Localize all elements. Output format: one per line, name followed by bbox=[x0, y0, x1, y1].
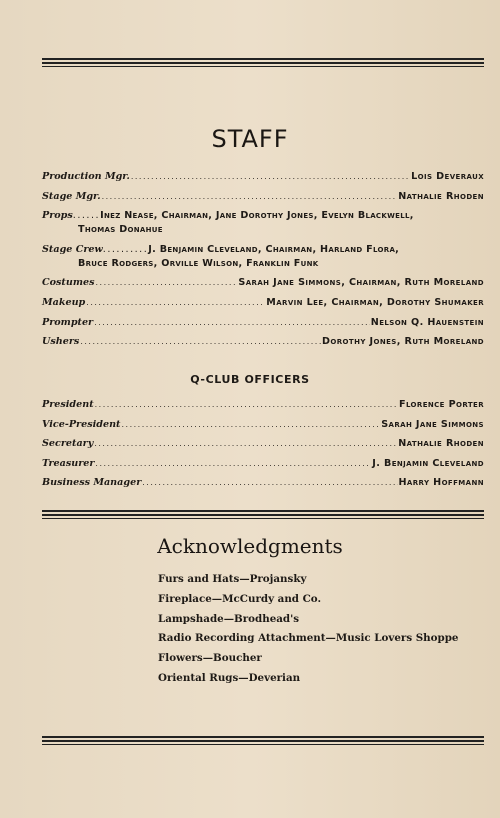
acknowledgment-item: Flowers—Boucher bbox=[158, 652, 262, 665]
dot-leader bbox=[94, 437, 397, 451]
acknowledgment-item: Radio Recording Attachment—Music Lovers Shoppe bbox=[158, 632, 459, 645]
person-names-continued: Thomas Donahue bbox=[78, 224, 163, 236]
role-label: Business Manager bbox=[42, 477, 142, 489]
dot-leader bbox=[86, 296, 265, 310]
officer-row-president bbox=[42, 398, 484, 412]
role-label: Treasurer bbox=[42, 457, 95, 469]
acknowledgment-item: Furs and Hats—Projansky bbox=[158, 573, 307, 585]
top-triple-rule bbox=[42, 58, 484, 67]
dot-leader bbox=[96, 276, 238, 290]
role-label: Production Mgr. bbox=[42, 171, 130, 182]
person-names: J. Benjamin Cleveland, Chairman, Harland Flora, bbox=[148, 243, 400, 255]
person-name: Nelson Q. Hauenstein bbox=[370, 316, 484, 328]
person-name: Dorothy Jones, Ruth Moreland bbox=[322, 336, 484, 348]
role-label: Props bbox=[42, 210, 73, 222]
dot-leader: ...... bbox=[72, 210, 101, 222]
dot-leader bbox=[95, 398, 398, 412]
role-label: Stage Crew bbox=[42, 243, 103, 255]
officer-row-business-manager bbox=[42, 476, 484, 490]
staff-row-production-manager bbox=[42, 170, 484, 184]
staff-row-makeup bbox=[42, 296, 484, 310]
dot-leader: .......... bbox=[102, 243, 149, 255]
staff-row-props bbox=[42, 209, 484, 237]
dot-leader bbox=[80, 335, 321, 349]
role-label: Costumes bbox=[42, 277, 95, 289]
acknowledgments-heading: Acknowledgments bbox=[157, 534, 343, 558]
dot-leader bbox=[94, 316, 370, 330]
staff-heading: STAFF bbox=[211, 125, 289, 153]
role-label: President bbox=[42, 399, 94, 410]
person-name: Lois Deveraux bbox=[411, 171, 484, 182]
staff-row-costumes bbox=[42, 276, 484, 290]
person-name: Florence Porter bbox=[398, 399, 484, 410]
person-name: Sarah Jane Simmons bbox=[381, 418, 484, 430]
staff-row-ushers bbox=[42, 335, 484, 349]
role-label: Vice-President bbox=[42, 418, 121, 430]
dot-leader bbox=[131, 170, 410, 184]
staff-list bbox=[42, 170, 484, 355]
staff-row-stage-crew bbox=[42, 243, 484, 271]
dot-leader bbox=[121, 418, 380, 432]
person-name: Nathalie Rhoden bbox=[398, 190, 484, 202]
dot-leader bbox=[142, 476, 397, 490]
person-name: Nathalie Rhoden bbox=[398, 438, 484, 450]
role-label: Makeup bbox=[42, 296, 86, 308]
role-label: Prompter bbox=[42, 316, 94, 328]
role-label: Secretary bbox=[42, 438, 94, 450]
officer-row-vice-president bbox=[42, 418, 484, 432]
officers-list bbox=[42, 398, 484, 496]
acknowledgments-list bbox=[158, 572, 478, 691]
person-name: Sarah Jane Simmons, Chairman, Ruth Moreland bbox=[238, 277, 484, 289]
staff-row-prompter bbox=[42, 316, 484, 330]
dot-leader bbox=[95, 457, 371, 471]
dot-leader bbox=[102, 190, 398, 204]
person-name: Harry Hoffmann bbox=[398, 477, 484, 489]
person-names-continued: Bruce Rodgers, Orville Wilson, Franklin Funk bbox=[78, 257, 319, 269]
person-name: J. Benjamin Cleveland bbox=[372, 457, 484, 469]
officers-heading: Q-CLUB OFFICERS bbox=[190, 373, 310, 386]
middle-triple-rule bbox=[42, 510, 484, 519]
officer-row-treasurer bbox=[42, 457, 484, 471]
person-names: Inez Nease, Chairman, Jane Dorothy Jones, Evelyn Blackwell, bbox=[100, 210, 414, 222]
acknowledgment-item: Oriental Rugs—Deverian bbox=[158, 671, 301, 684]
acknowledgment-item: Lampshade—Brodhead's bbox=[158, 612, 300, 625]
acknowledgment-item: Fireplace—McCurdy and Co. bbox=[158, 592, 322, 605]
bottom-triple-rule bbox=[42, 736, 484, 745]
role-label: Stage Mgr. bbox=[42, 190, 101, 202]
person-name: Marvin Lee, Chairman, Dorothy Shumaker bbox=[266, 296, 484, 308]
officer-row-secretary bbox=[42, 437, 484, 451]
staff-row-stage-manager bbox=[42, 190, 484, 204]
role-label: Ushers bbox=[42, 336, 80, 348]
